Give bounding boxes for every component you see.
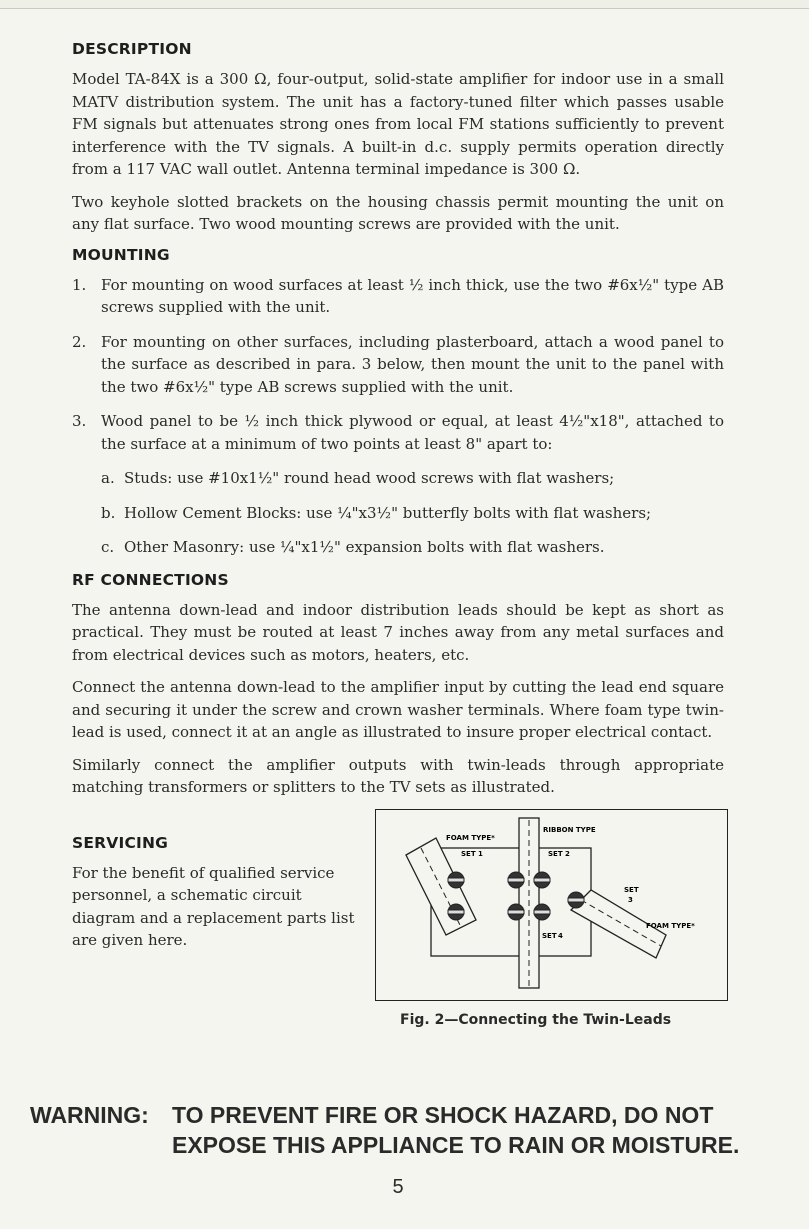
substep-letter: c. bbox=[101, 538, 115, 556]
description-paragraph-2: Two keyhole slotted brackets on the housing chassis permit mounting the unit on any flat surface. Two wood mounting screws are provided with the unit. bbox=[72, 192, 724, 233]
step-text: Wood panel to be ½ inch thick plywood or equal, at least 4½"x18", attached to the surface at a minimum of two points at least 8" apart to: bbox=[101, 412, 724, 453]
mounting-steps bbox=[72, 274, 724, 456]
figure-caption: Fig. 2—Connecting the Twin-Leads bbox=[400, 1011, 672, 1028]
servicing-paragraph: For the benefit of qualified service personnel, a schematic circuit diagram and a replacement parts list are given here. bbox=[72, 863, 355, 949]
warning-line-2: EXPOSE THIS APPLIANCE TO RAIN OR MOISTURE. bbox=[172, 1132, 740, 1158]
substep-text: Hollow Cement Blocks: use ¼"x3½" butterfly bolts with flat washers; bbox=[124, 503, 652, 522]
safety-warning bbox=[30, 1100, 770, 1160]
rf-paragraph-3: Similarly connect the amplifier outputs with twin-leads through appropriate matching transformers or splitters to the TV sets as illustrated. bbox=[72, 755, 724, 796]
label-set-1: SET 1 bbox=[461, 849, 483, 858]
figure-2 bbox=[375, 809, 728, 1028]
page-number: 5 bbox=[392, 1176, 404, 1198]
servicing-section bbox=[72, 834, 357, 962]
label-set-3b: 3 bbox=[628, 895, 633, 904]
rf-paragraph-2: Connect the antenna down-lead to the amplifier input by cutting the lead end square and securing it under the screw and crown washer terminals. Where foam type twin-lead is used, connect it at an angle as illustrated to insure proper electrical contact. bbox=[72, 678, 724, 741]
rf-connections-heading: RF CONNECTIONS bbox=[72, 570, 229, 589]
description-paragraph-1: Model TA-84X is a 300 Ω, four-output, solid-state amplifier for indoor use in a small MATV distribution system. The unit has a factory-tuned filter which passes usable FM signals but attenuates strong ones from local FM stations sufficiently to prevent interference with the TV signals. A built-in d.c. supply permits operation directly from a 117 VAC wall outlet. Antenna terminal impedance is 300 Ω. bbox=[72, 70, 724, 178]
step-number: 2. bbox=[72, 332, 87, 351]
mounting-heading: MOUNTING bbox=[72, 245, 170, 264]
mounting-step-3 bbox=[72, 410, 724, 455]
step-number: 1. bbox=[72, 275, 87, 294]
label-set-4b: 4 bbox=[558, 931, 563, 940]
substep-letter: b. bbox=[101, 503, 116, 522]
rf-paragraph-1: The antenna down-lead and indoor distribution leads should be kept as short as practical. They must be routed at least 7 inches away from any metal surfaces and from electrical devices such as motors, heaters, etc. bbox=[72, 600, 724, 664]
page-content bbox=[72, 40, 724, 1034]
substep-text: Other Masonry: use ¼"x1½" expansion bolts with flat washers. bbox=[124, 538, 605, 556]
figure-frame bbox=[375, 809, 728, 1001]
step-text: For mounting on other surfaces, including plasterboard, attach a wood panel to the surface as described in para. 3 below, then mount the unit to the panel with the two #6x½" type AB screws supplied with the unit. bbox=[101, 332, 724, 396]
mounting-substeps bbox=[72, 467, 724, 559]
step-text: For mounting on wood surfaces at least ½ inch thick, use the two #6x½" type AB screws supplied with the unit. bbox=[101, 275, 724, 316]
substep-letter: a. bbox=[101, 469, 115, 487]
servicing-heading: SERVICING bbox=[72, 833, 169, 852]
warning-label: WARNING: bbox=[30, 1102, 149, 1128]
mounting-substep-a bbox=[101, 467, 724, 490]
label-set-3a: SET bbox=[624, 885, 639, 894]
label-foam-type-right: FOAM TYPE* bbox=[646, 921, 695, 930]
mounting-step-2 bbox=[72, 331, 724, 399]
label-set-2: SET 2 bbox=[548, 849, 570, 858]
mounting-step-1 bbox=[72, 274, 724, 319]
mounting-substep-b bbox=[101, 502, 724, 525]
label-set-4a: SET bbox=[542, 931, 557, 940]
label-ribbon-type: RIBBON TYPE bbox=[543, 825, 596, 834]
step-number: 3. bbox=[72, 412, 87, 430]
servicing-and-figure bbox=[72, 809, 724, 1034]
description-heading: DESCRIPTION bbox=[72, 40, 192, 58]
twin-lead-diagram bbox=[376, 810, 726, 999]
mounting-substep-c bbox=[101, 536, 724, 559]
substep-text: Studs: use #10x1½" round head wood screws with flat washers; bbox=[124, 469, 615, 487]
warning-line-1: TO PREVENT FIRE OR SHOCK HAZARD, DO NOT bbox=[172, 1102, 714, 1128]
page-top-edge bbox=[0, 0, 809, 9]
label-foam-type-left: FOAM TYPE* bbox=[446, 833, 495, 842]
